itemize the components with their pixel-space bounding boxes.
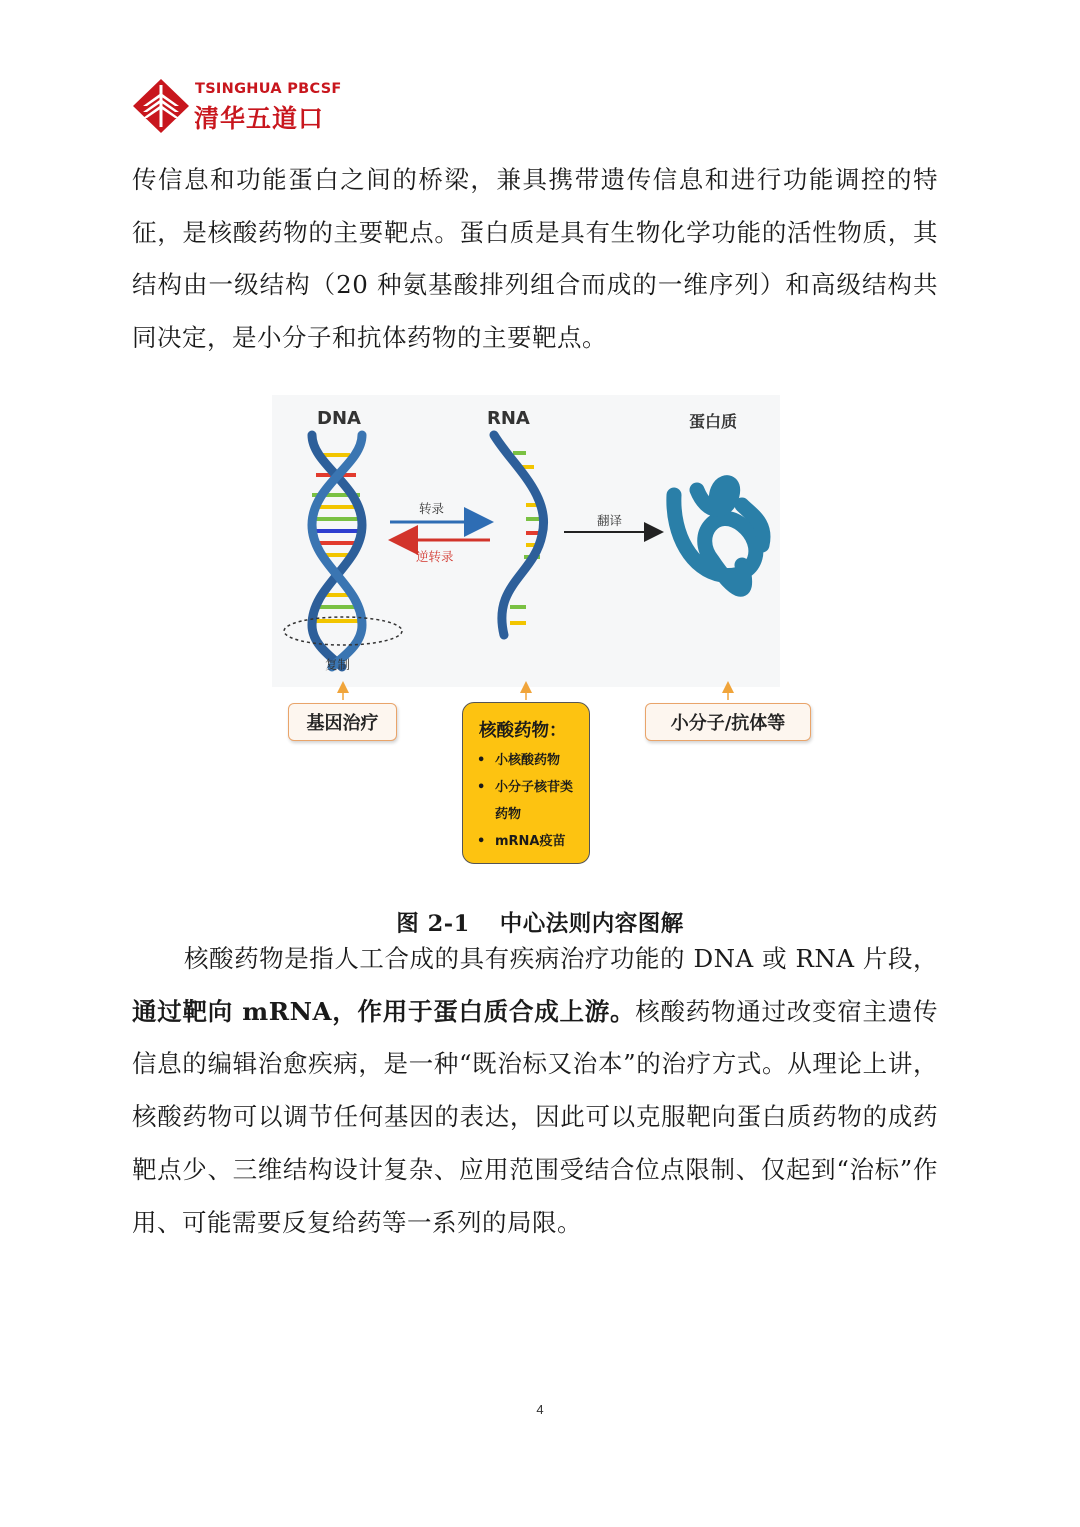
pbcsf-logo-icon	[133, 79, 189, 133]
small-molecule-box: 小分子/抗体等	[645, 703, 811, 741]
nucleic-acid-list	[475, 747, 577, 855]
replication-label: 复制	[325, 657, 351, 672]
caption-title: 中心法则内容图解	[499, 911, 684, 937]
gene-therapy-box: 基因治疗	[288, 703, 397, 741]
list-item: • 小核酸药物	[477, 753, 561, 768]
header-logo	[133, 79, 363, 135]
paragraph-bold-text: 通过靶向 mRNA，作用于蛋白质合成上游。	[132, 996, 636, 1026]
protein-label: 蛋白质	[689, 412, 738, 431]
reverse-transcription-label: 逆转录	[416, 549, 454, 564]
nucleic-acid-drug-box	[462, 702, 590, 864]
central-dogma-figure	[272, 395, 817, 870]
caption-number: 图 2-1	[396, 911, 470, 937]
dna-label: DNA	[317, 408, 361, 429]
logo-chinese-text: 清华五道口	[194, 104, 325, 133]
logo-english-text: TSINGHUA PBCSF	[195, 81, 342, 97]
list-item: • 小分子核苷类药物	[477, 780, 574, 822]
rna-label: RNA	[487, 408, 530, 429]
body-paragraph-2	[132, 933, 938, 1249]
central-dogma-illustration	[272, 395, 817, 715]
dna-helix	[312, 435, 362, 667]
list-item: • mRNA疫苗	[477, 834, 566, 849]
paragraph-text: 核酸药物通过改变宿主遗传信息的编辑治愈疾病，是一种“既治标又治本”的治疗方式。从理论上讲，核酸药物可以调节任何基因的表达，因此可以克服靶向蛋白质药物的成药靶点少、三维结构设计复杂、应用范围受结合位点限制、仅起到“治标”作用、可能需要反复给药等一系列的局限。	[132, 996, 939, 1237]
transcription-label: 转录	[419, 501, 445, 516]
protein-icon	[674, 483, 763, 590]
paragraph-text: 核酸药物是指人工合成的具有疾病治疗功能的 DNA 或 RNA 片段，	[184, 944, 938, 973]
page-number: 4	[536, 1402, 544, 1417]
body-paragraph-1: 传信息和功能蛋白之间的桥梁，兼具携带遗传信息和进行功能调控的特征，是核酸药物的主要靶点。蛋白质是具有生物化学功能的活性物质，其结构由一级结构（20 种氨基酸排列组合而成的一维序列）和高级结构共同决定，是小分子和抗体药物的主要靶点。	[132, 165, 938, 353]
nucleic-acid-box-title: 核酸药物：	[479, 721, 567, 741]
translation-label: 翻译	[597, 513, 623, 528]
